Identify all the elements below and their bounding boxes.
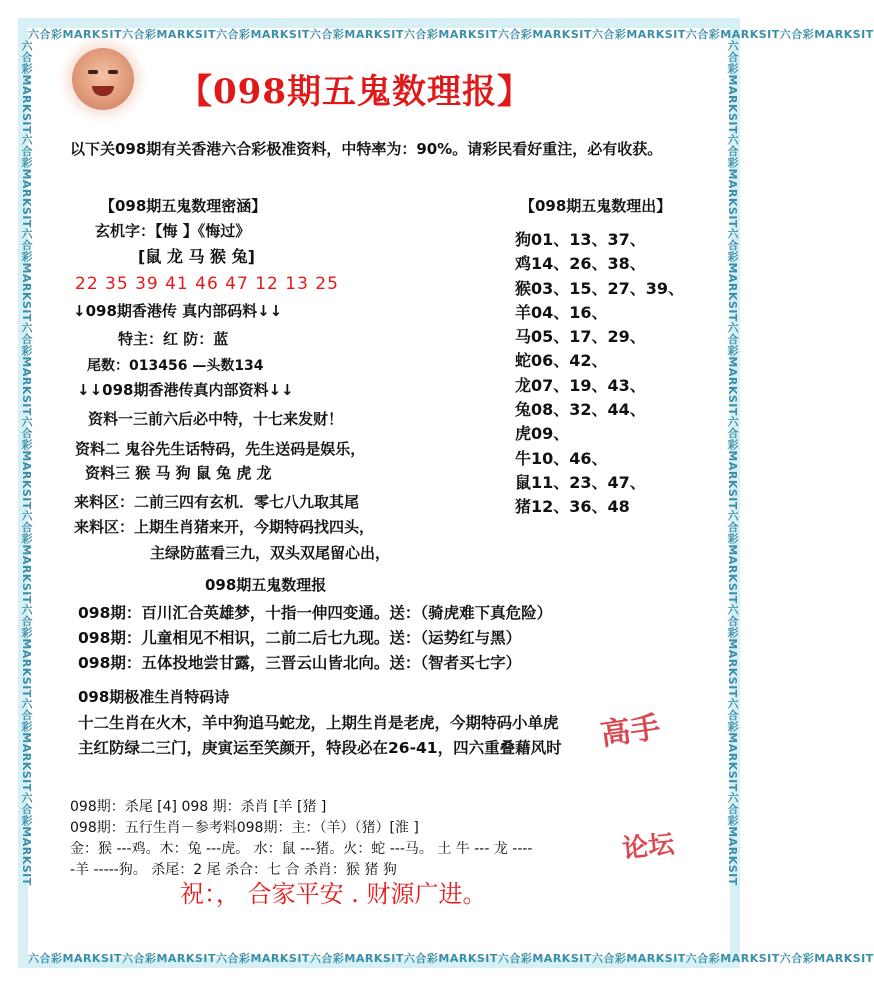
info-line-2: 资料二 鬼谷先生话特码，先生送码是娱乐，: [75, 440, 366, 458]
zodiac-number-list: [515, 228, 684, 520]
page-title: 【098期五鬼数理报】: [178, 72, 532, 112]
list-item: 鸡14、26、38、: [515, 254, 646, 274]
poem-line-2: 主红防绿二三门，庚寅运至笑颜开，特段必在26-41，四六重叠藉风时: [78, 739, 562, 757]
area-line-3: 主绿防蓝看三九，双头双尾留心出，: [150, 544, 391, 562]
poem-header: 098期极准生肖特码诗: [78, 688, 230, 706]
list-item: 蛇06、42、: [515, 351, 608, 371]
list-item: 兔08、32、44、: [515, 400, 646, 420]
red-stamp-1: 高手: [598, 709, 663, 753]
list-item: 猴03、15、27、39、: [515, 278, 685, 298]
secret-header: 【098期五鬼数理密涵】: [100, 197, 267, 215]
intro-text: 以下关098期有关香港六合彩极准资料，中特率为：90%。请彩民看好重注，必有收获。: [70, 140, 663, 158]
avatar-eye-left: [88, 70, 98, 74]
list-item: 鼠11、23、47、: [515, 472, 646, 492]
report-line-1: 098期：百川汇合英雄梦，十指一伸四变通。送：（骑虎难下真危险）: [78, 604, 553, 622]
list-item: 马05、17、29、: [515, 327, 646, 347]
report-line-3: 098期：五体投地尝甘露，三晋云山皆北向。送：（智者买七字）: [78, 654, 522, 672]
avatar-eye-right: [108, 70, 118, 74]
bottom-line-1: 098期：杀尾 [4] 098 期：杀肖 [羊 [猪 ]: [70, 799, 327, 815]
poem-line-1: 十二生肖在火木，羊中狗追马蛇龙，上期生肖是老虎，今期特码小单虎: [78, 714, 559, 732]
watermark-left: 六合彩MARKSIT六合彩MARKSIT六合彩MARKSIT六合彩MARKSIT六合彩MARKSIT六合彩MARKSIT六合彩MARKSIT六合彩MARKSIT六合彩MARKSIT: [20, 40, 33, 886]
watermark-top: 六合彩MARKSIT六合彩MARKSIT六合彩MARKSIT六合彩MARKSIT六合彩MARKSIT六合彩MARKSIT六合彩MARKSIT六合彩MARKSIT六合彩MARKSIT: [28, 28, 874, 41]
list-item: 虎09、: [515, 424, 570, 444]
area-line-2: 来料区：上期生肖猪来开，今期特码找四头，: [74, 518, 375, 536]
list-item: 猪12、36、48: [515, 497, 630, 517]
list-item: 狗01、13、37、: [515, 230, 646, 249]
bottom-line-2: 098期：五行生肖－参考料098期：主：（羊）（猪）[淮 ]: [70, 820, 419, 836]
list-item: 羊04、16、: [515, 302, 608, 322]
special-line: 特主：红 防：蓝: [118, 330, 229, 348]
avatar-mouth: [92, 86, 114, 96]
insider-code-header: ↓098期香港传 真内部码料↓↓: [73, 302, 283, 320]
watermark-right: 六合彩MARKSIT六合彩MARKSIT六合彩MARKSIT六合彩MARKSIT六合彩MARKSIT六合彩MARKSIT六合彩MARKSIT六合彩MARKSIT六合彩MARKSIT: [726, 40, 739, 886]
watermark-bottom: 六合彩MARKSIT六合彩MARKSIT六合彩MARKSIT六合彩MARKSIT六合彩MARKSIT六合彩MARKSIT六合彩MARKSIT六合彩MARKSIT六合彩MARKSIT: [28, 952, 874, 965]
insider-info-header: ↓↓098期香港传真内部资料↓↓: [77, 381, 294, 399]
red-stamp-2: 论坛: [620, 829, 676, 865]
report-header: 098期五鬼数理报: [205, 576, 327, 594]
report-line-2: 098期：儿童相见不相识，二前二后七九现。送：（运势红与黑）: [78, 629, 522, 647]
numbers-line: 22 35 39 41 46 47 12 13 25: [75, 274, 339, 294]
info-line-1: 资料一三前六后必中特，十七来发财！: [88, 410, 344, 428]
tail-line: 尾数：013456 —头数134: [87, 358, 264, 374]
avatar: [72, 48, 134, 110]
right-header: 【098期五鬼数理出】: [520, 197, 672, 215]
info-line-3: 资料三 猴 马 狗 鼠 兔 虎 龙: [85, 464, 272, 482]
animals-line: [鼠 龙 马 猴 兔]: [138, 247, 255, 266]
xuanji-line: 玄机字：【悔 】《悔过》: [95, 222, 251, 240]
list-item: 龙07、19、43、: [515, 375, 646, 395]
bottom-line-3: 金：猴 ---鸡。木：兔 ---虎。 水：鼠 ---猪。火：蛇 ---马。 土 牛 --- 龙 ----: [70, 841, 533, 857]
bottom-line-4: -羊 -----狗。 杀尾：2 尾 杀合：七 合 杀肖：猴 猪 狗: [70, 862, 397, 878]
list-item: 牛10、46、: [515, 448, 608, 468]
area-line-1: 来料区：二前三四有玄机．零七八九取其尾: [74, 493, 360, 511]
blessing-text: 祝：， 合家平安 . 财源广进。: [180, 880, 487, 908]
